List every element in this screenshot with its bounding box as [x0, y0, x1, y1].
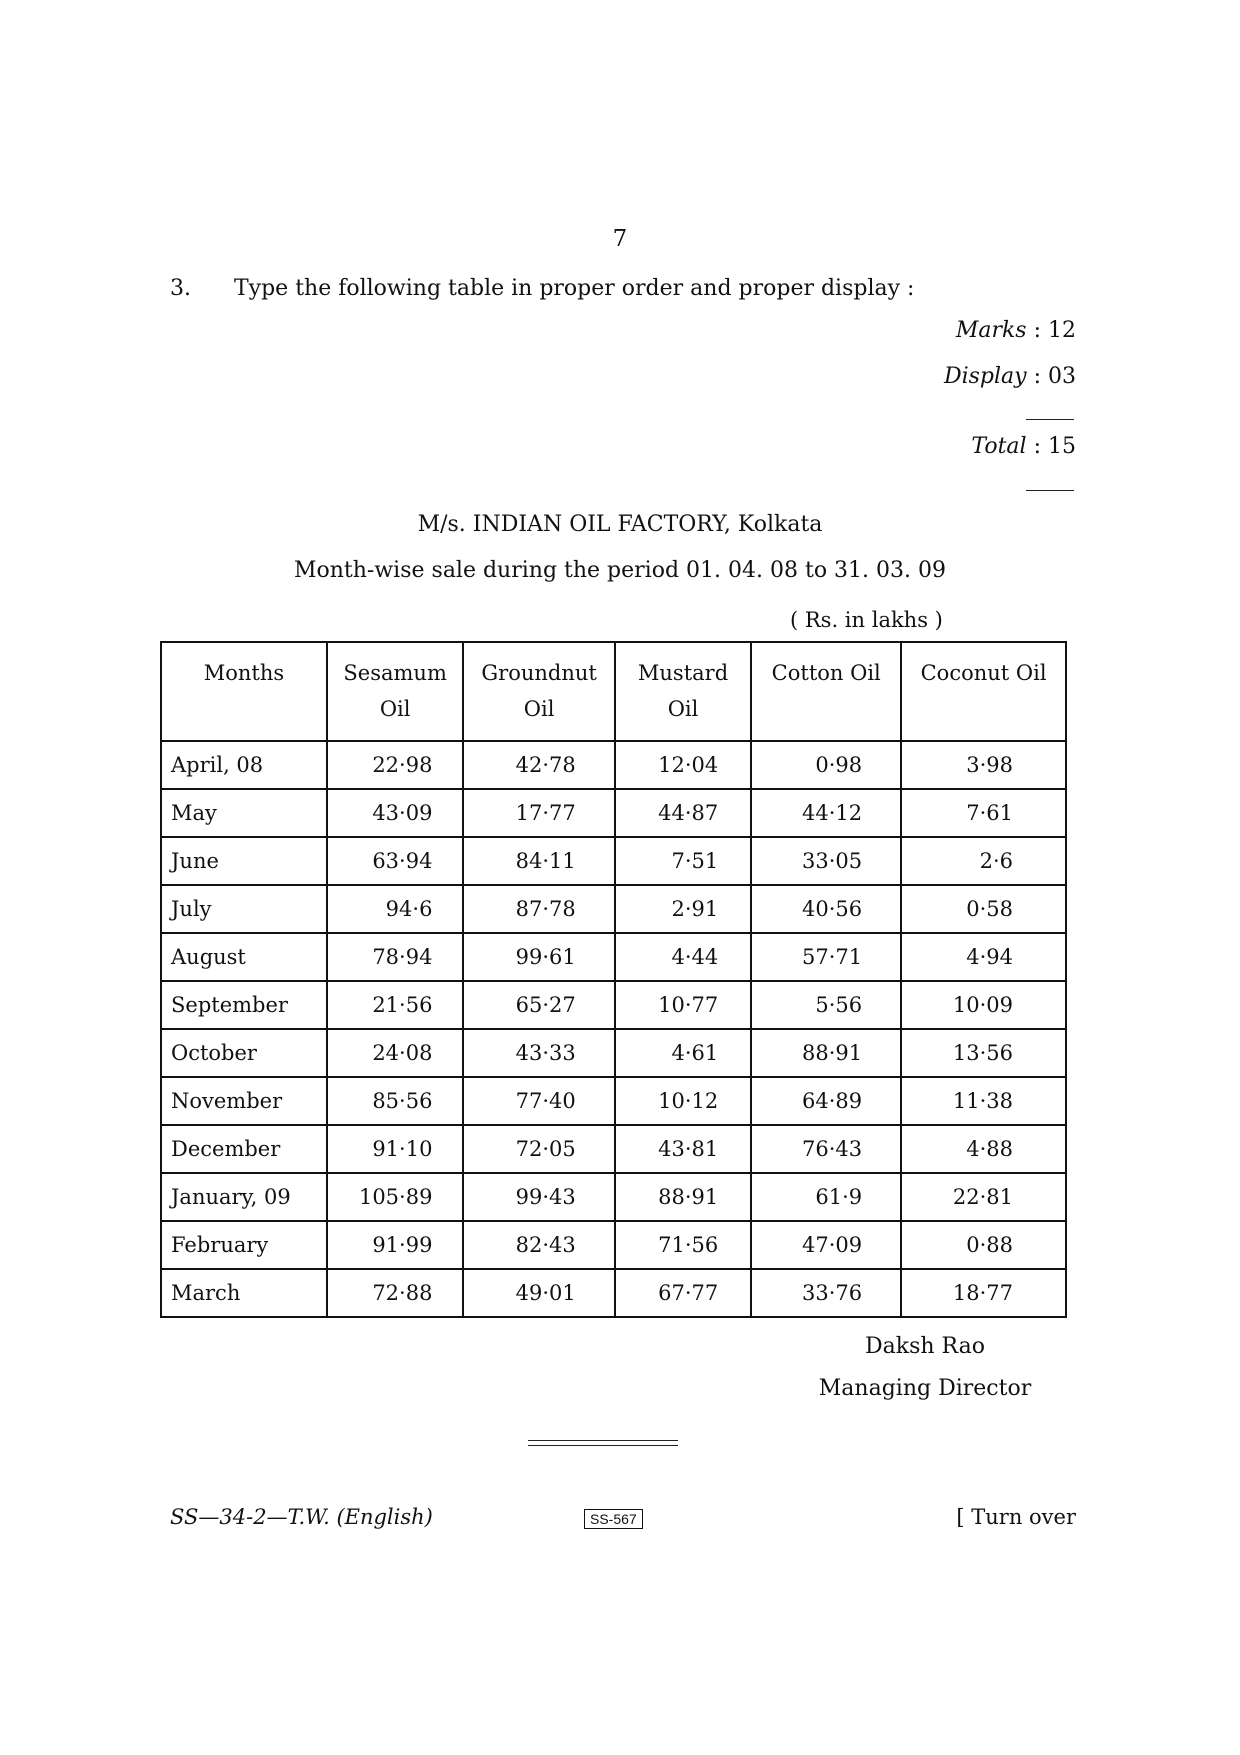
footer-series-code: SS-567: [584, 1509, 643, 1529]
value-cell: 64·89: [751, 1077, 901, 1125]
value-cell: 43·81: [615, 1125, 752, 1173]
value-cell: 88·91: [615, 1173, 752, 1221]
table-row: [161, 1029, 1066, 1077]
table-row: [161, 981, 1066, 1029]
value-cell: 0·58: [901, 885, 1066, 933]
display-line: [944, 364, 1076, 389]
month-cell: August: [161, 933, 327, 981]
value-cell: 7·61: [901, 789, 1066, 837]
display-value: : 03: [1033, 364, 1076, 389]
value-cell: 10·09: [901, 981, 1066, 1029]
header-cotton-oil: Cotton Oil: [751, 642, 901, 741]
period-subtitle: Month-wise sale during the period 01. 04. 08 to 31. 03. 09: [293, 558, 947, 583]
value-cell: 43·09: [327, 789, 464, 837]
value-cell: 0·88: [901, 1221, 1066, 1269]
value-cell: 33·05: [751, 837, 901, 885]
value-cell: 11·38: [901, 1077, 1066, 1125]
value-cell: 87·78: [463, 885, 614, 933]
signatory-name: Daksh Rao: [865, 1334, 985, 1359]
table-row: [161, 1269, 1066, 1317]
value-cell: 7·51: [615, 837, 752, 885]
value-cell: 49·01: [463, 1269, 614, 1317]
value-cell: 88·91: [751, 1029, 901, 1077]
value-cell: 61·9: [751, 1173, 901, 1221]
value-cell: 63·94: [327, 837, 464, 885]
header-sesamum-oil: Sesamum Oil: [327, 642, 464, 741]
table-row: [161, 789, 1066, 837]
end-double-rule: [528, 1440, 678, 1446]
value-cell: 85·56: [327, 1077, 464, 1125]
value-cell: 57·71: [751, 933, 901, 981]
marks-label: Marks: [955, 318, 1027, 343]
value-cell: 78·94: [327, 933, 464, 981]
month-cell: March: [161, 1269, 327, 1317]
display-label: Display: [943, 364, 1027, 389]
month-cell: May: [161, 789, 327, 837]
value-cell: 72·05: [463, 1125, 614, 1173]
value-cell: 5·56: [751, 981, 901, 1029]
footer-paper-code: SS—34-2—T.W. (English): [170, 1505, 433, 1529]
month-cell: November: [161, 1077, 327, 1125]
value-cell: 0·98: [751, 741, 901, 789]
company-heading: M/s. INDIAN OIL FACTORY, Kolkata: [417, 512, 823, 537]
value-cell: 44·87: [615, 789, 752, 837]
header-groundnut-oil: Groundnut Oil: [463, 642, 614, 741]
value-cell: 4·61: [615, 1029, 752, 1077]
value-cell: 17·77: [463, 789, 614, 837]
header-months: Months: [161, 642, 327, 741]
unit-note: ( Rs. in lakhs ): [790, 608, 943, 632]
value-cell: 84·11: [463, 837, 614, 885]
value-cell: 65·27: [463, 981, 614, 1029]
value-cell: 72·88: [327, 1269, 464, 1317]
table-row: [161, 1077, 1066, 1125]
month-cell: January, 09: [161, 1173, 327, 1221]
table-body: [161, 741, 1066, 1317]
value-cell: 77·40: [463, 1077, 614, 1125]
question-text: Type the following table in proper order and proper display :: [234, 276, 915, 301]
value-cell: 4·88: [901, 1125, 1066, 1173]
marks-value: : 12: [1033, 318, 1076, 343]
table-row: [161, 1125, 1066, 1173]
value-cell: 3·98: [901, 741, 1066, 789]
month-cell: October: [161, 1029, 327, 1077]
month-cell: June: [161, 837, 327, 885]
value-cell: 18·77: [901, 1269, 1066, 1317]
sales-table: [160, 641, 1067, 1318]
table-header-row: [161, 642, 1066, 741]
value-cell: 42·78: [463, 741, 614, 789]
value-cell: 82·43: [463, 1221, 614, 1269]
value-cell: 33·76: [751, 1269, 901, 1317]
value-cell: 94·6: [327, 885, 464, 933]
value-cell: 22·98: [327, 741, 464, 789]
table-row: [161, 885, 1066, 933]
table-row: [161, 837, 1066, 885]
value-cell: 12·04: [615, 741, 752, 789]
value-cell: 24·08: [327, 1029, 464, 1077]
value-cell: 22·81: [901, 1173, 1066, 1221]
month-cell: September: [161, 981, 327, 1029]
month-cell: July: [161, 885, 327, 933]
value-cell: 67·77: [615, 1269, 752, 1317]
value-cell: 99·61: [463, 933, 614, 981]
value-cell: 91·10: [327, 1125, 464, 1173]
total-label: Total: [971, 434, 1027, 459]
total-bottom-rule: [1026, 490, 1074, 491]
value-cell: 76·43: [751, 1125, 901, 1173]
value-cell: 10·77: [615, 981, 752, 1029]
total-line: [971, 434, 1076, 459]
footer-turn-over: [ Turn over: [956, 1505, 1076, 1529]
table-row: [161, 933, 1066, 981]
page-number: 7: [612, 226, 628, 252]
value-cell: 13·56: [901, 1029, 1066, 1077]
value-cell: 47·09: [751, 1221, 901, 1269]
table-row: [161, 1173, 1066, 1221]
header-coconut-oil: Coconut Oil: [901, 642, 1066, 741]
table-row: [161, 741, 1066, 789]
signatory-title: Managing Director: [818, 1376, 1032, 1401]
value-cell: 71·56: [615, 1221, 752, 1269]
value-cell: 4·44: [615, 933, 752, 981]
marks-line: [956, 318, 1076, 343]
value-cell: 10·12: [615, 1077, 752, 1125]
value-cell: 105·89: [327, 1173, 464, 1221]
table-row: [161, 1221, 1066, 1269]
value-cell: 43·33: [463, 1029, 614, 1077]
question-number: 3.: [170, 276, 191, 301]
value-cell: 40·56: [751, 885, 901, 933]
total-value: : 15: [1033, 434, 1076, 459]
value-cell: 2·91: [615, 885, 752, 933]
header-mustard-oil: Mustard Oil: [615, 642, 752, 741]
value-cell: 21·56: [327, 981, 464, 1029]
value-cell: 99·43: [463, 1173, 614, 1221]
total-top-rule: [1026, 419, 1074, 420]
month-cell: April, 08: [161, 741, 327, 789]
month-cell: December: [161, 1125, 327, 1173]
value-cell: 4·94: [901, 933, 1066, 981]
value-cell: 2·6: [901, 837, 1066, 885]
value-cell: 44·12: [751, 789, 901, 837]
month-cell: February: [161, 1221, 327, 1269]
value-cell: 91·99: [327, 1221, 464, 1269]
